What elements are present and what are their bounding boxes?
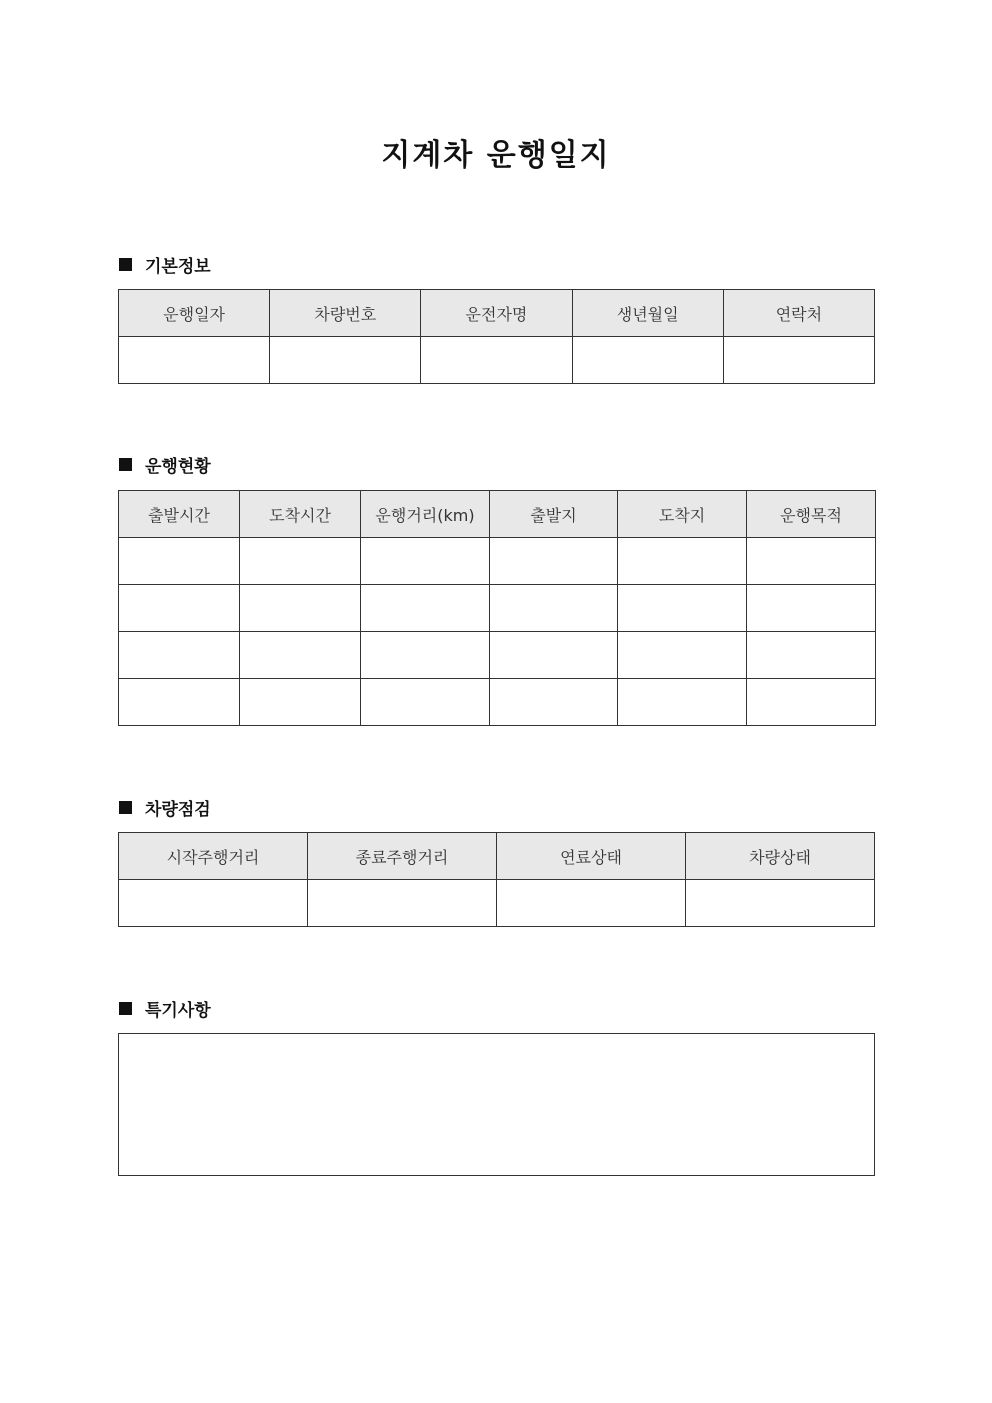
table-row (119, 679, 876, 726)
square-bullet-icon (119, 801, 132, 814)
input-cell[interactable] (686, 880, 875, 927)
input-cell[interactable] (361, 632, 490, 679)
input-cell[interactable] (119, 337, 270, 384)
inspection-table (118, 832, 875, 927)
input-cell[interactable] (308, 880, 497, 927)
table-row (119, 585, 876, 632)
input-cell[interactable] (240, 538, 361, 585)
basic-info-table (118, 289, 875, 384)
input-cell[interactable] (119, 679, 240, 726)
header-cell: 차량번호 (270, 290, 421, 337)
header-cell: 종료주행거리 (308, 833, 497, 880)
header-cell: 차량상태 (686, 833, 875, 880)
input-cell[interactable] (119, 538, 240, 585)
header-cell: 도착시간 (240, 491, 361, 538)
input-cell[interactable] (361, 538, 490, 585)
header-cell: 운전자명 (421, 290, 572, 337)
input-cell[interactable] (747, 538, 876, 585)
table-header-row (119, 290, 875, 337)
input-cell[interactable] (490, 679, 618, 726)
input-cell[interactable] (747, 679, 876, 726)
input-cell[interactable] (490, 585, 618, 632)
header-cell: 시작주행거리 (119, 833, 308, 880)
input-cell[interactable] (747, 632, 876, 679)
header-cell: 운행목적 (747, 491, 876, 538)
input-cell[interactable] (240, 632, 361, 679)
input-cell[interactable] (119, 880, 308, 927)
input-cell[interactable] (723, 337, 874, 384)
document-title: 지계차 운행일지 (381, 138, 611, 173)
section-title: 특기사항 (145, 1000, 211, 1021)
section-title: 운행현황 (145, 456, 211, 477)
header-cell: 생년월일 (572, 290, 723, 337)
square-bullet-icon (119, 1002, 132, 1015)
input-cell[interactable] (490, 632, 618, 679)
input-cell[interactable] (361, 679, 490, 726)
header-cell: 운행거리(km) (361, 491, 490, 538)
input-cell[interactable] (618, 538, 747, 585)
section-heading-operation (119, 452, 211, 476)
square-bullet-icon (119, 258, 132, 271)
input-cell[interactable] (618, 585, 747, 632)
section-heading-basic-info (119, 252, 211, 276)
section-title: 차량점검 (145, 799, 211, 820)
table-header-row (119, 491, 876, 538)
header-cell: 운행일자 (119, 290, 270, 337)
input-cell[interactable] (421, 337, 572, 384)
operation-table (118, 490, 876, 726)
section-title: 기본정보 (145, 256, 211, 277)
input-cell[interactable] (119, 632, 240, 679)
input-cell[interactable] (747, 585, 876, 632)
table-row (119, 632, 876, 679)
header-cell: 출발시간 (119, 491, 240, 538)
header-cell: 연료상태 (497, 833, 686, 880)
table-row (119, 538, 876, 585)
input-cell[interactable] (497, 880, 686, 927)
input-cell[interactable] (572, 337, 723, 384)
input-cell[interactable] (361, 585, 490, 632)
header-cell: 출발지 (490, 491, 618, 538)
header-cell: 연락처 (723, 290, 874, 337)
input-cell[interactable] (490, 538, 618, 585)
notes-textbox[interactable] (118, 1033, 875, 1176)
square-bullet-icon (119, 458, 132, 471)
input-cell[interactable] (270, 337, 421, 384)
input-cell[interactable] (618, 679, 747, 726)
header-cell: 도착지 (618, 491, 747, 538)
table-row (119, 337, 875, 384)
section-heading-inspection (119, 795, 211, 819)
input-cell[interactable] (119, 585, 240, 632)
section-heading-notes (119, 996, 211, 1020)
table-header-row (119, 833, 875, 880)
input-cell[interactable] (618, 632, 747, 679)
input-cell[interactable] (240, 679, 361, 726)
table-row (119, 880, 875, 927)
input-cell[interactable] (240, 585, 361, 632)
